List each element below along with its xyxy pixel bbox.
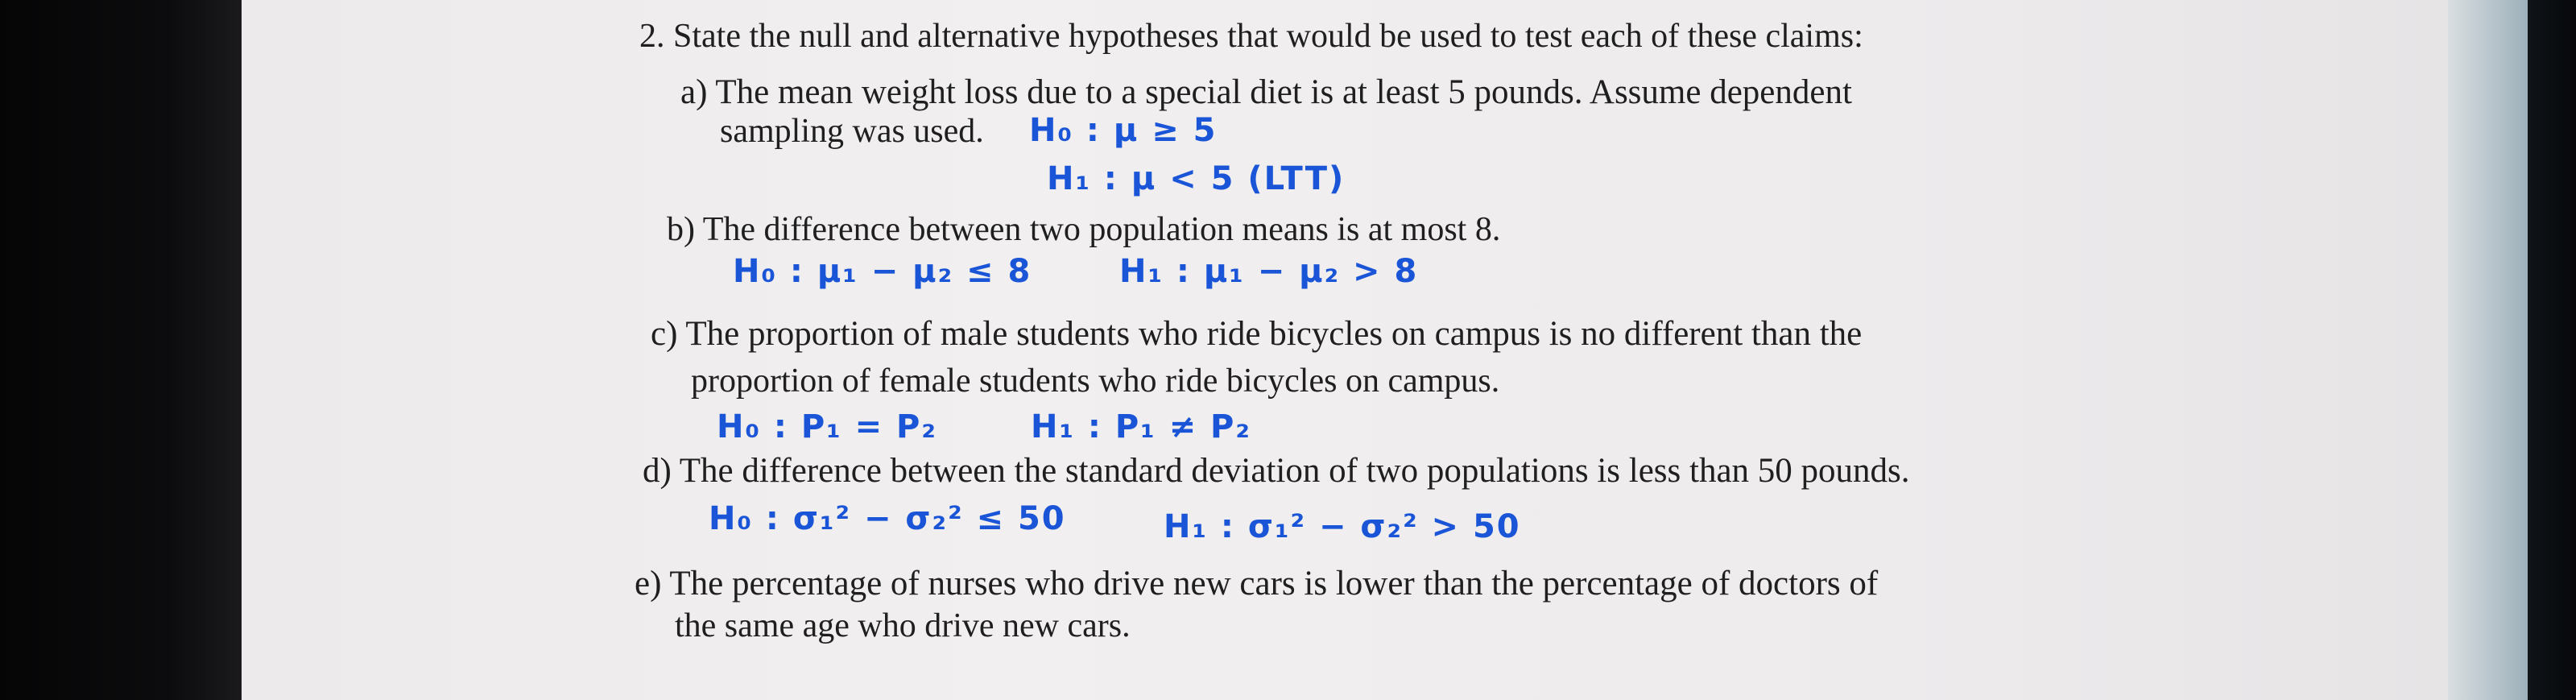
part-c-alt-hypothesis: H₁ : P₁ ≠ P₂ [1031, 408, 1251, 445]
monitor-bezel-left [0, 0, 242, 700]
part-e-line-1: e) The percentage of nurses who drive new cars is lower than the percentage of doctors of [635, 565, 1879, 603]
part-c-line-2: proportion of female students who ride bicycles on campus. [691, 362, 1500, 400]
part-d-alt-hypothesis: H₁ : σ₁² − σ₂² > 50 [1164, 508, 1521, 545]
page-edge-shadow [2448, 0, 2528, 700]
part-a-alt-hypothesis: H₁ : μ < 5 (LTT) [1047, 160, 1346, 197]
part-a-line-2: sampling was used. [720, 113, 984, 150]
part-a-line-1: a) The mean weight loss due to a special diet is at least 5 pounds. Assume dependent [680, 73, 1852, 111]
part-b-alt-hypothesis: H₁ : μ₁ − μ₂ > 8 [1119, 253, 1419, 290]
monitor-bezel-right [2528, 0, 2576, 700]
part-d-null-hypothesis: H₀ : σ₁² − σ₂² ≤ 50 [709, 500, 1066, 537]
part-d-line-1: d) The difference between the standard deviation of two populations is less than 50 pounds. [643, 452, 1910, 490]
problem-header [639, 16, 1863, 56]
document-page [242, 0, 2448, 700]
part-c-null-hypothesis: H₀ : P₁ = P₂ [717, 408, 937, 445]
part-e-line-2: the same age who drive new cars. [675, 607, 1131, 644]
part-b-line-1: b) The difference between two population means is at most 8. [667, 211, 1501, 248]
part-a-null-hypothesis: H₀ : μ ≥ 5 [1029, 112, 1218, 149]
part-c-line-1: c) The proportion of male students who ride bicycles on campus is no different than the [651, 315, 1863, 353]
part-b-null-hypothesis: H₀ : μ₁ − μ₂ ≤ 8 [733, 253, 1032, 290]
problem-header-text: 2. State the null and alternative hypotheses that would be used to test each of these claims: [639, 18, 1863, 55]
